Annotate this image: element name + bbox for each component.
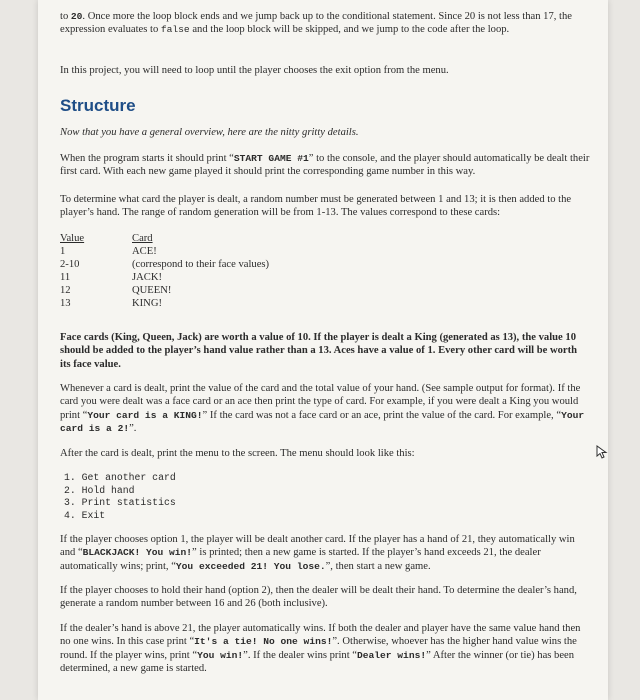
table-cell-value: 13 bbox=[60, 298, 71, 309]
table-cell-value: 12 bbox=[60, 285, 71, 296]
intro-paragraph-project: In this project, you will need to loop until the player chooses the exit option from the menu. bbox=[60, 65, 449, 76]
paragraph-face-cards: Face cards (King, Queen, Jack) are worth a value of 10. If the player is dealt a King (generated as 13), the value 10 should be added to the player’s hand value rather than a 13. Aces have a value of 1. Every other card will be worth its face value. bbox=[60, 332, 578, 370]
menu-item: 1. Get another card bbox=[64, 472, 176, 483]
paragraph-menu-intro: After the card is dealt, print the menu to the screen. The menu should look like this: bbox=[60, 448, 415, 459]
menu-item: 2. Hold hand bbox=[64, 484, 135, 496]
table-header-card: Card bbox=[132, 233, 153, 244]
paragraph-start-game: When the program starts it should print “START GAME #1” to the console, and the player should automatically be dealt their first card. With each new game played it should print the corresponding game number in this way. bbox=[60, 153, 590, 178]
paragraph-card-dealt: Whenever a card is dealt, print the value of the card and the total value of your hand. (See sample output for format). If the card you were dealt was a face card or an ace then print the type of card. For example, if you were dealt a King you would print “Your card is a KING!” If the card was not a face card or an ace, print the value of the card. For example, “Your card is a 2!”. bbox=[60, 383, 585, 435]
document-page bbox=[38, 0, 608, 700]
menu-listing bbox=[64, 472, 176, 522]
table-row bbox=[60, 284, 269, 297]
table-cell-card: (correspond to their face values) bbox=[132, 259, 270, 270]
section-subheading: Now that you have a general overview, here are the nitty gritty details. bbox=[60, 127, 359, 138]
section-heading: Structure bbox=[60, 96, 136, 115]
menu-item: 3. Print statistics bbox=[64, 497, 176, 509]
intro-paragraph-loop: to 20. Once more the loop block ends and we jump back up to the conditional statement. Since 20 is not less than 17, the expression evaluates to false and the loop block will be skipped, and we jump to the code after the loop. bbox=[60, 11, 572, 36]
table-cell-value: 11 bbox=[60, 272, 71, 283]
card-values-table bbox=[60, 232, 269, 310]
table-row bbox=[60, 271, 269, 284]
paragraph-option-1: If the player chooses option 1, the player will be dealt another card. If the player has a hand of 21, they automatically win and “BLACKJACK! You win!” is printed; then a new game is started. If the player’s hand exceeds 21, the dealer automatically wins; print, “You exceeded 21! You lose.”, then start a new game. bbox=[60, 534, 575, 572]
paragraph-dealer-hand: If the dealer’s hand is above 21, the player automatically wins. If both the dealer and player have the same value hand then no one wins. In this case print “It's a tie! No one wins!”. Otherwise, whoever has the higher hand value wins the round. If the player wins, print “You win!”. If the dealer wins print “Dealer wins!” After the winner (or tie) has been determined, a new game is started. bbox=[60, 623, 581, 675]
table-cell-card: ACE! bbox=[132, 246, 157, 257]
table-row bbox=[60, 245, 269, 258]
table-cell-card: JACK! bbox=[132, 272, 163, 283]
menu-item: 4. Exit bbox=[64, 509, 106, 521]
table-row bbox=[60, 258, 269, 271]
table-header-row bbox=[60, 232, 269, 245]
table-header-value: Value bbox=[60, 233, 85, 244]
mouse-pointer-icon bbox=[596, 445, 608, 459]
table-cell-value: 1 bbox=[60, 246, 66, 257]
table-row bbox=[60, 297, 269, 310]
paragraph-option-2: If the player chooses to hold their hand (option 2), then the dealer will be dealt their hand. To determine the dealer’s hand, generate a random number between 16 and 26 (both inclusive). bbox=[60, 585, 577, 610]
table-cell-card: QUEEN! bbox=[132, 285, 172, 296]
table-cell-card: KING! bbox=[132, 298, 163, 309]
paragraph-random-card: To determine what card the player is dealt, a random number must be generated between 1 and 13; it is then added to the player’s hand. The range of random generation will be from 1-13. The values correspond to these cards: bbox=[60, 194, 572, 219]
table-cell-value: 2-10 bbox=[60, 259, 80, 270]
